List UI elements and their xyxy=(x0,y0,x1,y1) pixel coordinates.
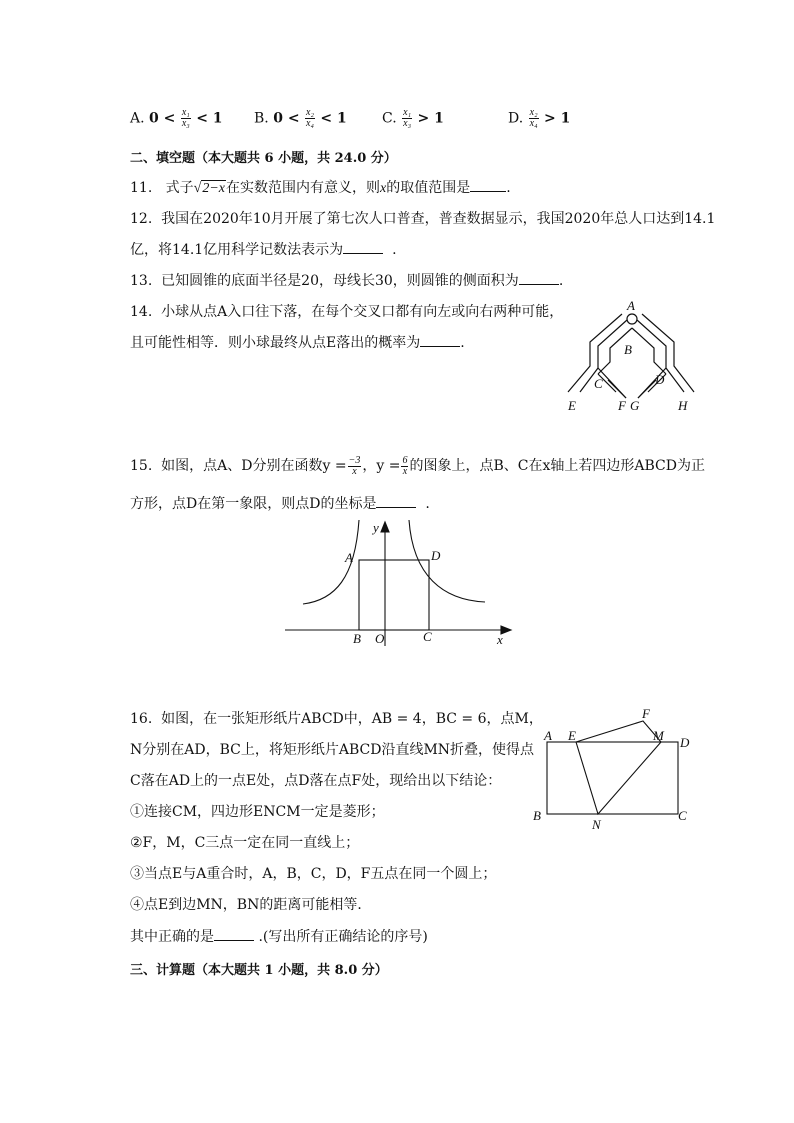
fraction: $\frac{-3}{x}$ xyxy=(348,454,361,477)
entry-ring xyxy=(627,314,637,324)
y-axis-arrow xyxy=(381,522,389,532)
fraction: $\frac{\text{x₂}}{\text{x₄}}$ xyxy=(529,107,538,129)
conclusion-3: ③当点E与A重合时，A，B，C，D，F五点在同一个圆上； xyxy=(130,866,497,882)
question-15: 15. 如图，点A、D分别在函数y = $\frac{-3}{x}$ ，y = $\frac{6}{x}$ 的图象上，点B、C在x轴上若四边形ABCD为正 xyxy=(130,454,705,477)
conclusion-1: ①连接CM，四边形ENCM一定是菱形； xyxy=(130,804,385,820)
label-y: y xyxy=(373,520,379,535)
fold-triangle xyxy=(576,742,661,814)
label-F: F xyxy=(618,398,626,413)
square-ABCD xyxy=(359,560,429,630)
answer-blank xyxy=(376,507,416,508)
section-heading: 二、填空题（本大题共 6 小题，共 24.0 分） xyxy=(130,151,397,166)
ball-drop-figure xyxy=(560,298,700,418)
question-14-line2: 且可能性相等．则小球最终从点E落出的概率为 . xyxy=(130,335,465,351)
answer-blank xyxy=(420,346,460,347)
label-A: A xyxy=(544,728,552,743)
label-H: H xyxy=(678,398,688,413)
curve-right xyxy=(409,520,485,602)
label-O: O xyxy=(375,631,385,646)
question-16: 16. 如图，在一张矩形纸片ABCD中，AB = 4，BC = 6，点M， xyxy=(130,711,543,727)
fraction: $\frac{6}{x}$ xyxy=(402,454,408,477)
label-x: x xyxy=(497,632,503,647)
answer-blank xyxy=(343,253,383,254)
choice-d: D. $\frac{\text{x₂}}{\text{x₄}}$ > 1 xyxy=(508,107,571,129)
label-A: A xyxy=(345,550,353,565)
label-C: C xyxy=(678,808,687,823)
label-D: D xyxy=(680,735,690,750)
fraction: $\frac{\text{x₁}}{\text{x₃}}$ xyxy=(403,107,412,129)
question-12-line2: 亿，将14.1亿用科学记数法表示为 . xyxy=(130,242,397,258)
folded-flap xyxy=(576,721,661,742)
choice-b: B. 0 < $\frac{\text{x₂}}{\text{x₄}}$ < 1 xyxy=(254,107,347,129)
label-B: B xyxy=(353,631,361,646)
question-14: 14. 小球从点A入口往下落，在每个交叉口都有向左或向右两种可能， xyxy=(130,304,564,320)
sqrt-expression: √2−x xyxy=(193,181,225,196)
label-F: F xyxy=(642,706,650,721)
conclusion-2: ②F，M，C三点一定在同一直线上； xyxy=(130,835,360,851)
answer-blank xyxy=(519,284,559,285)
label-B: B xyxy=(533,808,541,823)
question-12: 12. 我国在2020年10月开展了第七次人口普查，普查数据显示，我国2020年总人口达到14.1 xyxy=(130,211,716,227)
hyperbola-figure xyxy=(283,518,515,650)
label-C: C xyxy=(423,629,432,644)
label-E: E xyxy=(568,398,576,413)
question-16-line2: N分别在AD，BC上，将矩形纸片ABCD沿直线MN折叠，使得点 xyxy=(130,742,535,758)
conclusion-4: ④点E到边MN，BN的距离可能相等． xyxy=(130,897,372,913)
answer-blank xyxy=(214,940,254,941)
label-A: A xyxy=(627,298,635,313)
question-15-line2: 方形，点D在第一象限，则点D的坐标是 . xyxy=(130,496,430,512)
question-16-answer: 其中正确的是 .(写出所有正确结论的序号) xyxy=(130,929,428,945)
label-D: D xyxy=(431,548,441,563)
label-D: D xyxy=(655,372,665,387)
question-16-line3: C落在AD上的一点E处，点D落在点F处，现给出以下结论： xyxy=(130,773,502,789)
choice-c: C. $\frac{\text{x₁}}{\text{x₃}}$ > 1 xyxy=(382,107,444,129)
label-B: B xyxy=(624,342,632,357)
question-11: 11. 式子√2−x在实数范围内有意义，则x的取值范围是 . xyxy=(130,180,511,196)
fold-rectangle-figure xyxy=(530,703,700,831)
label-G: G xyxy=(630,398,640,413)
answer-blank xyxy=(470,191,506,192)
section-heading: 三、计算题（本大题共 1 小题，共 8.0 分） xyxy=(130,963,388,978)
question-13: 13. 已知圆锥的底面半径是20，母线长30，则圆锥的侧面积为 . xyxy=(130,273,564,289)
choice-a: A. 0 < $\frac{\text{x₁}}{\text{x₃}}$ < 1 xyxy=(130,107,223,129)
label-C: C xyxy=(594,376,603,391)
label-M: M xyxy=(653,728,664,743)
channel-center xyxy=(598,328,666,374)
fraction: $\frac{\text{x₂}}{\text{x₄}}$ xyxy=(306,107,314,129)
label-N: N xyxy=(592,817,601,831)
label-E: E xyxy=(568,728,576,743)
rectangle-ABCD xyxy=(547,742,678,814)
fraction: $\frac{\text{x₁}}{\text{x₃}}$ xyxy=(181,107,190,129)
